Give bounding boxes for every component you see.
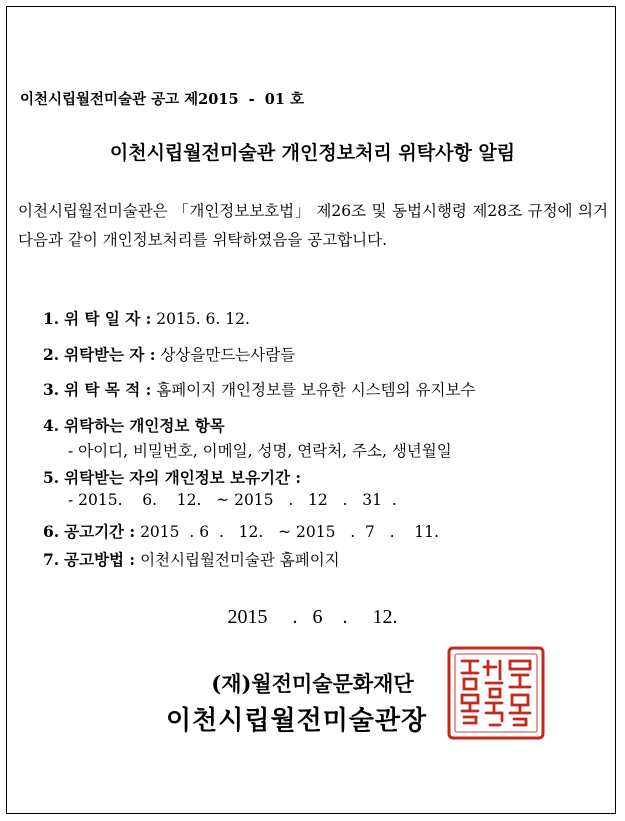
item-label: 위탁하는 개인정보 항목 [64, 416, 225, 435]
official-seal-icon [446, 645, 546, 741]
item-label: 공고기간 : [64, 522, 136, 541]
item-label: 위탁받는 자의 개인정보 보유기간 : [64, 468, 302, 487]
item-label: 위탁받는 자 : [64, 345, 156, 364]
item-number: 6. [43, 522, 60, 541]
page-title: 이천시립월전미술관 개인정보처리 위탁사항 알림 [109, 142, 516, 164]
list-item [43, 378, 475, 400]
item-detail: - 2015. 6. 12. ~ 2015 . 12 . 31 . [68, 491, 397, 509]
foundation-name: (재)월전미술문화재단 [211, 671, 414, 696]
notice-date: 2015 . 6 . 12. [227, 606, 398, 628]
item-number: 4. [43, 416, 60, 435]
item-number: 7. [43, 550, 60, 569]
item-label: 공고방법 : [64, 550, 136, 569]
notice-body: 이천시립월전미술관은 「개인정보보호법」 제26조 및 동법시행령 제28조 규정에 의거 다음과 같이 개인정보처리를 위탁하였음을 공고합니다. [18, 202, 608, 249]
item-number: 1. [43, 309, 60, 328]
item-value: 2015 . 6 . 12. ~ 2015 . 7 . 11. [135, 523, 439, 541]
notice-number: 이천시립월전미술관 공고 제2015 - 01 호 [20, 91, 304, 108]
museum-director: 이천시립월전미술관장 [166, 706, 428, 736]
list-item [43, 307, 250, 329]
item-label: 위 탁 목 적 : [64, 380, 152, 399]
item-number: 5. [43, 468, 60, 487]
item-value: 상상을만드는사람들 [155, 346, 296, 364]
list-item [43, 520, 439, 542]
item-number: 3. [43, 380, 60, 399]
list-item [43, 414, 225, 436]
list-item [43, 548, 340, 570]
item-detail: - 아이디, 비밀번호, 이메일, 성명, 연락처, 주소, 생년월일 [68, 442, 452, 460]
list-item [43, 343, 295, 365]
item-label: 위 탁 일 자 : [64, 309, 152, 328]
item-value: 이천시립월전미술관 홈페이지 [135, 551, 340, 569]
list-item [43, 466, 301, 488]
item-value: 홈페이지 개인정보를 보유한 시스템의 유지보수 [151, 381, 476, 399]
item-number: 2. [43, 345, 60, 364]
item-value: 2015. 6. 12. [151, 310, 250, 328]
